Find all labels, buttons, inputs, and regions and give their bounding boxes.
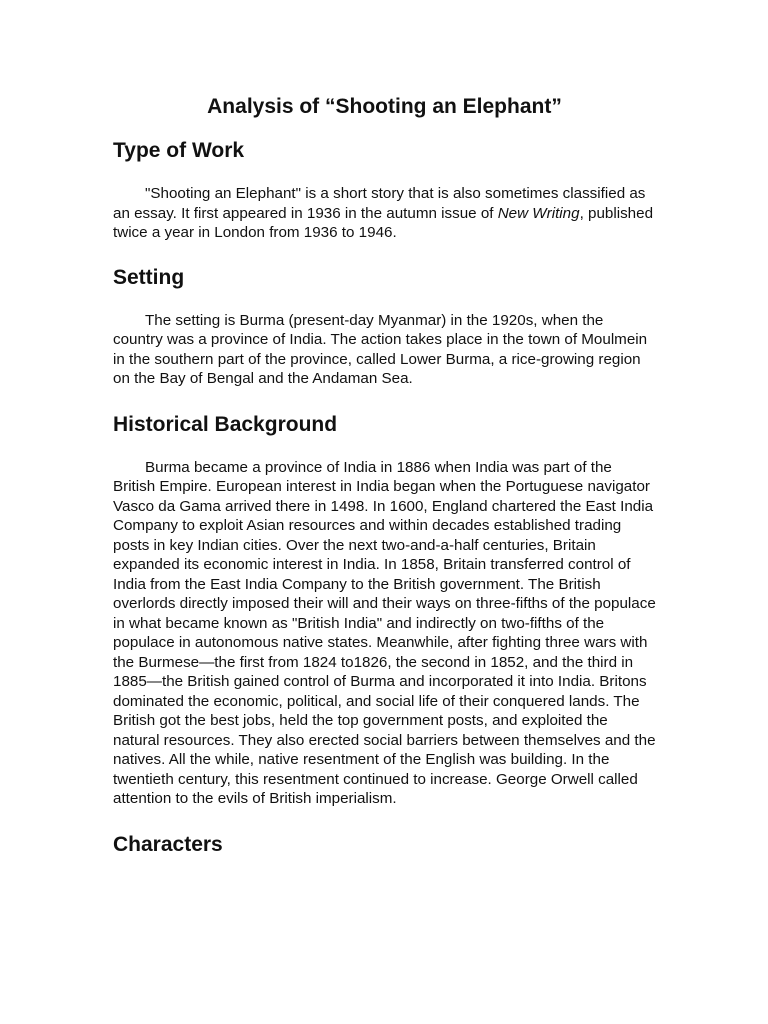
heading-characters: Characters xyxy=(113,832,223,856)
heading-historical-background: Historical Background xyxy=(113,412,338,436)
type-of-work-text-2: , published twice a year in London from 1936 to 1946. xyxy=(113,204,654,241)
paragraph-setting: The setting is Burma (present-day Myanmar) in the 1920s, when the country was a province of India. The action takes place in the town of Moulmein in the southern part of the province, called Lower Burma, a rice-growing region on the Bay of Bengal and the Andaman Sea. xyxy=(113,311,648,387)
publication-title: New Writing xyxy=(497,204,580,222)
heading-setting: Setting xyxy=(113,265,185,289)
document-title: Analysis of “Shooting an Elephant” xyxy=(207,95,562,118)
paragraph-historical-background: Burma became a province of India in 1886 when India was part of the British Empire. European interest in India began when the Portuguese navigator Vasco da Gama arrived there in 1498. In 1600, England chartered the East India Company to exploit Asian resources and within decades established trading posts in key Indian cities. Over the next two-and-a-half centuries, Britain expanded its economic interest in India. In 1858, Britain transferred control of India from the East India Company to the British government. The British overlords directly imposed their will and their ways on three-fifths of the populace in what became known as "British India" and indirectly on two-fifths of the populace in autonomous native states. Meanwhile, after fighting three wars with the Burmese—the first from 1824 to1826, the second in 1852, and the third in 1885—the British gained control of Burma and incorporated it into India. Britons dominated the economic, political, and social life of their conquered lands. The British got the best jobs, held the top government posts, and exploited the natural resources. They also erected social barriers between themselves and the natives. All the while, native resentment of the English was building. In the twentieth century, this resentment continued to increase. George Orwell called attention to the evils of British imperialism. xyxy=(113,458,656,807)
paragraph-type-of-work xyxy=(113,184,656,243)
type-of-work-text-1: "Shooting an Elephant" is a short story that is also sometimes classified as an essay. It first appeared in 1936 in the autumn issue of xyxy=(113,185,646,222)
heading-type-of-work: Type of Work xyxy=(113,139,245,162)
